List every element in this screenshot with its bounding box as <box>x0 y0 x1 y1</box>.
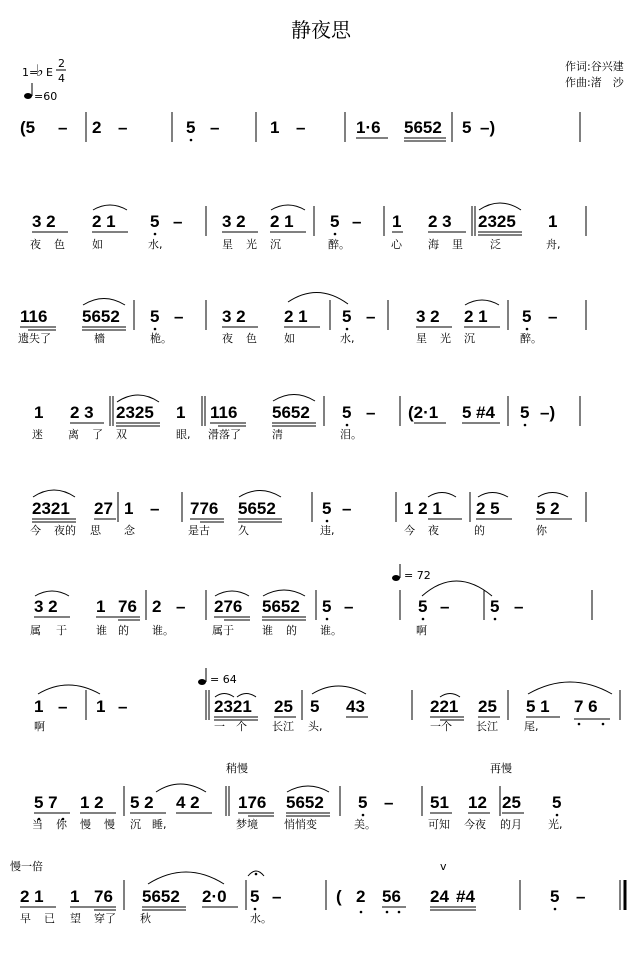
staff-row-1 <box>20 112 580 142</box>
note-group: 5 1 <box>526 697 550 716</box>
staff-row-7 <box>34 668 620 733</box>
note-group: 2 <box>92 118 102 137</box>
lyric-char: 个 <box>236 720 247 733</box>
note-group: 5 <box>462 118 472 137</box>
lyric-char: 水。 <box>250 912 272 925</box>
staff-row-6 <box>30 564 592 637</box>
note-group: (2·1 <box>408 403 439 422</box>
note-group: 5 <box>520 403 530 422</box>
note-group: 2 1 <box>284 307 308 326</box>
dash-note: – <box>174 307 184 326</box>
note-group: 5 <box>186 118 196 137</box>
dash-note: – <box>118 118 128 137</box>
slur-arc <box>33 490 75 497</box>
lyric-char: 醉。 <box>520 332 542 345</box>
lyric-char: 星 <box>222 238 233 251</box>
lyric-char: 可知 <box>428 818 450 831</box>
fermata-icon <box>248 871 264 876</box>
note-group: 5652 <box>82 307 120 326</box>
note-group: 116 <box>210 403 238 422</box>
dash-note: – <box>352 212 362 231</box>
lyric-char: 眼, <box>176 428 191 441</box>
note-group: 76 <box>94 887 113 906</box>
note-group: 3 2 <box>222 307 246 326</box>
lyric-char: 穿了 <box>94 912 116 925</box>
lyric-char: 谁 <box>262 624 273 637</box>
note-group: 5652 <box>272 403 310 422</box>
lyric-char: 舟, <box>546 238 561 251</box>
low-octave-dot <box>526 328 529 331</box>
lyric-char: 久 <box>238 524 249 537</box>
lyric-char: 梦境 <box>236 818 258 831</box>
dash-note: – <box>344 597 354 616</box>
note-group: 5 <box>250 887 260 906</box>
note-group: 5 <box>310 697 320 716</box>
slur-arc <box>478 493 508 498</box>
note-group: 5 <box>358 793 368 812</box>
lyric-char: 遗失了 <box>18 332 51 345</box>
lyric-char: 星 <box>416 332 427 345</box>
direction-slightly-slower: 稍慢 <box>226 762 248 775</box>
note-group: 1 <box>34 697 44 716</box>
lyric-char: 念 <box>124 524 135 537</box>
note-group: 25 <box>274 697 293 716</box>
lyric-char: 美。 <box>354 818 376 831</box>
note-group: 1 <box>34 403 44 422</box>
note-group: 1 <box>176 403 186 422</box>
note-group: 5 <box>322 597 332 616</box>
tempo-initial: =60 <box>34 90 58 103</box>
note-group: 5 7 <box>34 793 58 812</box>
lyric-char: 秋 <box>140 912 151 925</box>
lyric-char: 滑落了 <box>208 428 241 441</box>
lyric-char: 啊 <box>416 624 427 637</box>
slur-arc <box>273 395 315 402</box>
lyric-char: 心 <box>391 238 402 251</box>
dash-note: – <box>366 403 376 422</box>
lyric-char: 夜的 <box>54 524 76 537</box>
key-prefix: 1= <box>22 66 39 79</box>
slur-arc <box>263 590 305 596</box>
lyric-char: 清 <box>272 428 283 441</box>
lyric-char: 早 <box>20 912 31 925</box>
note-group: 7 6 <box>574 697 598 716</box>
dash-note: – <box>150 499 160 518</box>
lyric-char: 谁。 <box>320 624 342 637</box>
note-group: 3 2 <box>416 307 440 326</box>
slur-arc <box>35 591 69 596</box>
slur-arc <box>93 205 127 210</box>
slur-arc <box>239 491 281 498</box>
slur-arc <box>422 581 492 596</box>
note-group: 1 2 <box>80 793 104 812</box>
note-group: 5 <box>150 212 160 231</box>
low-octave-dot <box>524 424 527 427</box>
low-octave-dot <box>360 911 363 914</box>
slur-arc <box>215 591 249 596</box>
lyric-char: 望 <box>70 912 81 925</box>
slur-arc <box>271 205 305 210</box>
note-group: 116 <box>20 307 48 326</box>
note-group: 76 <box>118 597 137 616</box>
lyric-char: 沉 <box>270 238 281 251</box>
lyric-char: 当 <box>32 818 43 831</box>
page-title: 静夜思 <box>291 18 351 42</box>
note-group: 3 2 <box>32 212 56 231</box>
lyric-char: 色 <box>54 238 65 251</box>
slur-arc <box>288 292 348 304</box>
note-group: 1 <box>96 697 106 716</box>
key-flat-sign: ♭ <box>36 61 44 80</box>
staff-row-8 <box>32 761 563 831</box>
note-group: 5 2 <box>536 499 560 518</box>
lyric-char: 你 <box>536 524 547 537</box>
lyric-char: 夜 <box>222 332 233 345</box>
note-group: #4 <box>456 887 475 906</box>
low-octave-dot <box>346 424 349 427</box>
low-octave-dot <box>190 139 193 142</box>
lyric-char: 啊 <box>34 720 45 733</box>
note-group: 5652 <box>142 887 180 906</box>
note-group: 2321 <box>214 697 252 716</box>
note-group: 1 <box>96 597 106 616</box>
note-group: 5 <box>462 403 472 422</box>
note-group: 2 1 <box>464 307 488 326</box>
lyric-char: 檣 <box>94 332 105 345</box>
low-octave-dot <box>254 908 257 911</box>
key-letter: E <box>46 66 53 79</box>
note-group: (5 <box>20 118 36 137</box>
accent-mark: v <box>440 860 447 873</box>
lyric-char: 长江 <box>476 720 498 733</box>
tempo-64: = 64 <box>210 673 237 686</box>
lyric-char: 你 <box>56 818 67 831</box>
note-group: 3 2 <box>34 597 58 616</box>
dash-note: – <box>514 597 524 616</box>
staff-row-3 <box>18 292 586 345</box>
note-group: 12 <box>468 793 487 812</box>
dash-note: – <box>173 212 183 231</box>
lyric-char: 睡, <box>152 818 167 831</box>
low-octave-dot <box>398 911 401 914</box>
note-group: 1 <box>392 212 402 231</box>
lyric-char: 今 <box>30 524 41 537</box>
note-group: 1 <box>270 118 280 137</box>
note-group: –) <box>480 118 496 137</box>
lyric-char: 头, <box>308 720 323 733</box>
note-group: #4 <box>476 403 495 422</box>
lyric-char: 夜 <box>30 238 41 251</box>
note-group: 51 <box>430 793 449 812</box>
note-group: 1 <box>124 499 134 518</box>
lyric-char: 的 <box>286 624 297 637</box>
quarter-note-icon <box>198 668 206 685</box>
lyric-char: 泪。 <box>340 428 362 441</box>
lyric-char: 色 <box>246 332 257 345</box>
dash-note: – <box>548 307 558 326</box>
lyric-char: 桅。 <box>150 332 172 345</box>
tempo-72: = 72 <box>404 569 431 582</box>
note-group: 56 <box>382 887 401 906</box>
dash-note: – <box>58 118 68 137</box>
slur-arc <box>148 872 224 884</box>
note-group: 221 <box>430 697 459 716</box>
note-group: 5 <box>552 793 562 812</box>
lyric-char: 水, <box>340 332 355 345</box>
note-group: 2325 <box>116 403 154 422</box>
dash-note: – <box>342 499 352 518</box>
lyric-char: 是古 <box>188 524 210 537</box>
note-group: 5 <box>322 499 332 518</box>
lyric-char: 长江 <box>272 720 294 733</box>
direction-slower-again: 再慢 <box>490 762 512 775</box>
lyric-char: 迷 <box>32 428 43 441</box>
note-group: 5 <box>150 307 160 326</box>
note-group: –) <box>540 403 556 422</box>
lyric-char: 离 <box>68 428 79 441</box>
slur-arc <box>287 786 329 792</box>
lyric-char: 一 <box>214 720 225 733</box>
lyric-char: 已 <box>44 912 55 925</box>
time-signature-top: 2 <box>58 57 65 70</box>
lyric-char: 的月 <box>500 818 522 831</box>
note-group: 176 <box>238 793 267 812</box>
note-group: 2 1 <box>92 212 116 231</box>
dash-note: – <box>58 697 68 716</box>
lyric-char: 一个 <box>430 720 452 733</box>
note-group: 2 <box>152 597 162 616</box>
composer-credit: 作曲:渚 沙 <box>565 76 624 89</box>
lyric-char: 尾, <box>524 720 539 733</box>
note-group: 1 <box>70 887 80 906</box>
note-group: 2325 <box>478 212 516 231</box>
note-group: ( <box>336 887 342 906</box>
low-octave-dot <box>422 618 425 621</box>
note-group: 2 1 <box>20 887 44 906</box>
dash-note: – <box>272 887 282 906</box>
dash-note: – <box>576 887 586 906</box>
slur-arc <box>312 686 366 694</box>
note-group: 5 2 <box>130 793 154 812</box>
quarter-note-icon <box>392 564 400 581</box>
lyric-char: 泛 <box>490 238 501 251</box>
lyric-char: 醉。 <box>328 238 350 251</box>
note-group: 27 <box>94 499 113 518</box>
lyric-char: 的 <box>474 524 485 537</box>
note-group: 4 2 <box>176 793 200 812</box>
lyric-char: 属于 <box>212 624 234 637</box>
lyric-char: 沉 <box>464 332 475 345</box>
low-octave-dot <box>386 911 389 914</box>
lyric-char: 思 <box>90 524 101 537</box>
low-octave-dot <box>556 814 559 817</box>
note-group: 5 <box>490 597 500 616</box>
note-group: 24 <box>430 887 449 906</box>
low-octave-dot <box>334 233 337 236</box>
direction-one-times-slower: 慢一倍 <box>10 860 43 873</box>
lyric-char: 光 <box>440 332 451 345</box>
slur-arc <box>156 784 206 792</box>
slur-arc <box>528 682 612 694</box>
low-octave-dot <box>554 908 557 911</box>
dash-note: – <box>366 307 376 326</box>
slur-arc <box>465 300 499 305</box>
note-group: 25 <box>502 793 521 812</box>
note-group: 1·6 <box>356 118 381 137</box>
lyric-char: 慢 <box>80 818 91 831</box>
lyric-char: 的 <box>118 624 129 637</box>
note-group: 25 <box>478 697 497 716</box>
time-signature-bottom: 4 <box>58 72 65 85</box>
lyric-char: 悄悄变 <box>284 818 317 831</box>
lyric-char: 里 <box>452 238 463 251</box>
note-group: 2·0 <box>202 887 227 906</box>
note-group: 776 <box>190 499 219 518</box>
note-group: 5 <box>418 597 428 616</box>
note-group: 2 3 <box>70 403 94 422</box>
note-group: 2321 <box>32 499 70 518</box>
note-group: 1 <box>548 212 558 231</box>
low-octave-dot <box>494 618 497 621</box>
low-octave-dot <box>362 814 365 817</box>
note-group: 5 <box>330 212 340 231</box>
lyric-char: 于 <box>56 624 67 637</box>
lyric-char: 水, <box>148 238 163 251</box>
lyric-char: 慢 <box>104 818 115 831</box>
slur-arc <box>83 299 125 306</box>
lyric-char: 夜 <box>428 524 439 537</box>
slur-arc <box>538 493 568 498</box>
lyric-char: 谁。 <box>152 624 174 637</box>
note-group: 2 3 <box>428 212 452 231</box>
lyric-char: 违, <box>320 524 335 537</box>
low-octave-dot <box>154 328 157 331</box>
lyricist-credit: 作词:谷兴建 <box>565 60 624 73</box>
low-octave-dot <box>346 328 349 331</box>
low-octave-dot <box>602 723 605 726</box>
low-octave-dot <box>326 520 329 523</box>
low-octave-dot <box>154 233 157 236</box>
low-octave-dot <box>326 618 329 621</box>
lyric-char: 谁 <box>96 624 107 637</box>
note-group: 5 <box>342 403 352 422</box>
lyric-char: 如 <box>284 332 295 345</box>
lyric-char: 沉 <box>130 818 141 831</box>
dash-note: – <box>118 697 128 716</box>
staff-row-5 <box>30 490 586 537</box>
lyric-char: 光, <box>548 818 563 831</box>
note-group: 5652 <box>262 597 300 616</box>
note-group: 5652 <box>286 793 324 812</box>
slur-arc <box>117 395 159 402</box>
slur-arc <box>428 493 456 498</box>
slur-arc <box>38 685 100 694</box>
note-group: 5 <box>522 307 532 326</box>
dash-note: – <box>440 597 450 616</box>
lyric-char: 双 <box>116 428 127 441</box>
note-group: 2 <box>356 887 366 906</box>
staff-row-9 <box>10 859 625 925</box>
note-group: 43 <box>346 697 365 716</box>
dash-note: – <box>384 793 394 812</box>
lyric-char: 如 <box>92 238 103 251</box>
note-group: 5652 <box>404 118 442 137</box>
lyric-char: 属 <box>30 624 41 637</box>
note-group: 5 <box>550 887 560 906</box>
note-group: 3 2 <box>222 212 246 231</box>
note-group: 2 5 <box>476 499 500 518</box>
note-group: 276 <box>214 597 243 616</box>
note-group: 1 2 1 <box>404 499 442 518</box>
lyric-char: 今 <box>404 524 415 537</box>
staff-row-4 <box>32 395 580 442</box>
lyric-char: 光 <box>246 238 257 251</box>
note-group: 5652 <box>238 499 276 518</box>
note-group: 2 1 <box>270 212 294 231</box>
dash-note: – <box>176 597 186 616</box>
note-group: 5 <box>342 307 352 326</box>
lyric-char: 了 <box>92 428 103 441</box>
quarter-note-icon <box>24 83 32 99</box>
dash-note: – <box>210 118 220 137</box>
low-octave-dot <box>578 723 581 726</box>
lyric-char: 海 <box>428 238 439 251</box>
dash-note: – <box>296 118 306 137</box>
lyric-char: 今夜 <box>464 818 486 831</box>
staff-row-2 <box>30 203 586 251</box>
slur-arc <box>479 203 521 210</box>
